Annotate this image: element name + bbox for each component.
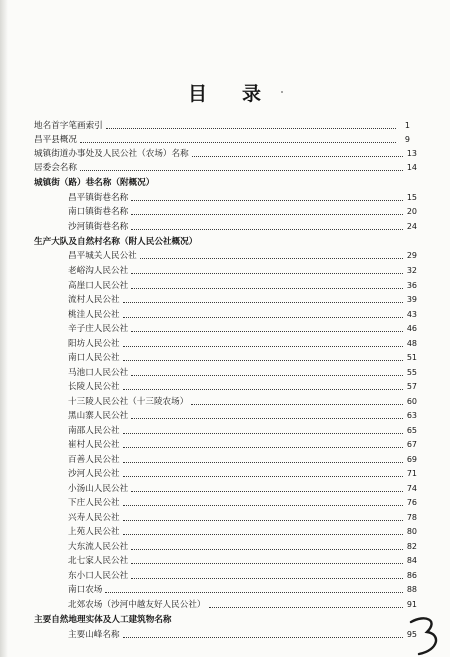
toc-entry-page: 63 — [406, 411, 417, 420]
toc-entry-label: 崔村人民公社 — [68, 440, 120, 450]
toc-entry-page: 39 — [406, 295, 417, 304]
toc-entry-label: 北郊农场（沙河中越友好人民公社） — [68, 600, 206, 610]
leader-dots — [123, 301, 403, 303]
leader-dots — [131, 490, 403, 492]
toc-entry-label: 老峪沟人民公社 — [68, 266, 129, 276]
toc-entry — [68, 408, 417, 422]
toc-entry-page: 55 — [406, 368, 417, 377]
toc-entry — [68, 597, 417, 611]
toc-entry — [68, 524, 417, 538]
toc-entry-label: 沙河镇街巷名称 — [68, 222, 129, 232]
toc-entry-label: 流村人民公社 — [68, 295, 120, 305]
title-char-2: 录 — [242, 83, 263, 105]
leader-dots — [192, 155, 403, 157]
toc-entry-label: 十三陵人民公社（十三陵农场） — [68, 397, 189, 407]
toc-entry-page: 71 — [406, 469, 417, 478]
toc-entry-label: 城镇街道办事处及人民公社（农场）名称 — [34, 149, 189, 159]
leader-dots — [131, 548, 403, 550]
toc-entry-label: 大东流人民公社 — [68, 542, 129, 552]
toc-entry-page: 46 — [406, 324, 417, 333]
toc-entry-page: 14 — [406, 163, 417, 172]
leader-dots — [123, 446, 403, 448]
leader-dots — [105, 591, 403, 593]
toc-entry — [68, 394, 417, 408]
toc-entry — [68, 437, 417, 451]
toc-entry-label: 生产大队及自然村名称（附人民公社概况） — [34, 237, 198, 247]
leader-dots — [131, 562, 403, 564]
leader-dots — [140, 257, 403, 259]
toc-entry-page: 84 — [406, 556, 417, 565]
toc-entry-page: 9 — [404, 135, 410, 144]
toc-entry-label: 北七家人民公社 — [68, 556, 129, 566]
toc-entry-page: 65 — [406, 426, 417, 435]
toc-section-heading — [34, 175, 417, 189]
leader-dots — [123, 636, 403, 638]
toc-entry — [68, 423, 417, 437]
toc-entry-page: 60 — [406, 397, 417, 406]
toc-entry — [34, 160, 417, 174]
leader-dots — [80, 169, 403, 171]
toc-entry-label: 阳坊人民公社 — [68, 339, 120, 349]
leader-dots — [123, 316, 403, 318]
toc-entry-page: 76 — [406, 498, 417, 507]
toc-entry-page: 48 — [406, 339, 417, 348]
leader-dots — [123, 359, 403, 361]
toc-entry-label: 百善人民公社 — [68, 455, 120, 465]
leader-dots — [80, 141, 396, 143]
toc-entry-label: 高崖口人民公社 — [68, 281, 129, 291]
leader-dots — [131, 272, 403, 274]
leader-dots — [131, 228, 403, 230]
toc-entry — [68, 248, 417, 262]
leader-dots — [123, 388, 403, 390]
toc-entry-page: 67 — [406, 440, 417, 449]
toc-entry-label: 南邵人民公社 — [68, 426, 120, 436]
toc-entry-label: 下庄人民公社 — [68, 498, 120, 508]
toc-entry — [68, 568, 417, 582]
toc-entry-label: 长陵人民公社 — [68, 382, 120, 392]
toc-entry — [68, 510, 417, 524]
toc-entry-page: 36 — [406, 281, 417, 290]
toc-entry-page: 86 — [406, 571, 417, 580]
toc-entry — [68, 481, 417, 495]
leader-dots — [123, 345, 403, 347]
toc-entry-label: 马池口人民公社 — [68, 368, 129, 378]
toc-entry-page: 32 — [406, 266, 417, 275]
toc-entry-label: 辛子庄人民公社 — [68, 324, 129, 334]
toc-entry-page: 13 — [406, 149, 417, 158]
toc-entry-page: 82 — [406, 542, 417, 551]
toc-entry — [68, 321, 417, 335]
toc-entry-label: 南口农场 — [68, 585, 103, 595]
toc-entry-label: 南口人民公社 — [68, 353, 120, 363]
toc-entry-label: 主要自然地理实体及人工建筑物名称 — [34, 615, 172, 625]
toc-entry-page: 15 — [406, 193, 417, 202]
toc-entry — [68, 219, 417, 233]
toc-entry — [68, 365, 417, 379]
leader-dots — [123, 519, 403, 521]
toc-entry-page: 43 — [406, 310, 417, 319]
toc-entry-page: 80 — [406, 527, 417, 536]
toc-entry-page: 78 — [406, 513, 417, 522]
toc-entry — [68, 539, 417, 553]
toc-entry — [34, 118, 410, 132]
toc-entry-label: 东小口人民公社 — [68, 571, 129, 581]
toc-entry-label: 昌平镇街巷名称 — [68, 193, 129, 203]
toc-entry-page: 88 — [406, 585, 417, 594]
leader-dots — [209, 606, 403, 608]
leader-dots — [106, 127, 396, 129]
toc-entry — [68, 278, 417, 292]
toc-entry-page: 57 — [406, 382, 417, 391]
toc-entry-label: 主要山峰名称 — [68, 630, 120, 640]
toc-entry — [68, 627, 417, 641]
toc-entry-label: 居委会名称 — [34, 163, 77, 173]
toc-entry — [68, 204, 417, 218]
toc-entry — [68, 379, 417, 393]
leader-dots — [131, 374, 403, 376]
toc-entry-label: 南口镇街巷名称 — [68, 207, 129, 217]
toc-entry-page: 51 — [406, 353, 417, 362]
toc-entry-page: 69 — [406, 455, 417, 464]
toc-entry — [68, 263, 417, 277]
leader-dots — [131, 330, 403, 332]
toc-entry-page: 20 — [406, 207, 417, 216]
toc-entry — [34, 132, 410, 146]
leader-dots — [123, 432, 403, 434]
toc-entry-label: 桃洼人民公社 — [68, 310, 120, 320]
toc-entry-label: 小汤山人民公社 — [68, 484, 129, 494]
leader-dots — [131, 287, 403, 289]
toc-entry-label: 地名首字笔画索引 — [34, 121, 103, 131]
leader-dots — [191, 403, 403, 405]
toc-entry — [68, 452, 417, 466]
leader-dots — [131, 417, 403, 419]
toc-entry — [68, 292, 417, 306]
toc-entry-label: 昌平城关人民公社 — [68, 251, 137, 261]
toc-entry — [68, 553, 417, 567]
leader-dots — [123, 475, 403, 477]
leader-dots — [131, 213, 403, 215]
toc-entry — [68, 336, 417, 350]
toc-entry-page: 91 — [406, 600, 417, 609]
toc-entry-page: 24 — [406, 222, 417, 231]
title-char-1: 目 — [188, 83, 209, 105]
toc-entry — [68, 350, 417, 364]
toc-entry — [68, 466, 417, 480]
leader-dots — [123, 533, 403, 535]
toc-entry-label: 兴寿人民公社 — [68, 513, 120, 523]
toc-entry-label: 城镇街（路）巷名称（附概况） — [34, 178, 155, 188]
toc-entry-page: 74 — [406, 484, 417, 493]
leader-dots — [123, 504, 403, 506]
toc-entry — [68, 307, 417, 321]
leader-dots — [123, 461, 403, 463]
toc-entry-label: 上苑人民公社 — [68, 527, 120, 537]
toc-entry — [68, 582, 417, 596]
toc-entry-page: 95 — [406, 630, 417, 639]
leader-dots — [131, 199, 403, 201]
toc-entry-label: 沙河人民公社 — [68, 469, 120, 479]
toc-entry-label: 昌平县概况 — [34, 135, 77, 145]
toc-entry — [34, 146, 417, 160]
toc-section-heading — [34, 612, 417, 626]
toc-entry-label: 黑山寨人民公社 — [68, 411, 129, 421]
toc-entry — [68, 190, 417, 204]
toc-entry — [68, 495, 417, 509]
leader-dots — [131, 577, 403, 579]
toc-entry-page: 1 — [404, 121, 410, 130]
toc-section-heading — [34, 234, 417, 248]
handwritten-mark — [405, 612, 445, 657]
toc-entry-page: 29 — [406, 251, 417, 260]
